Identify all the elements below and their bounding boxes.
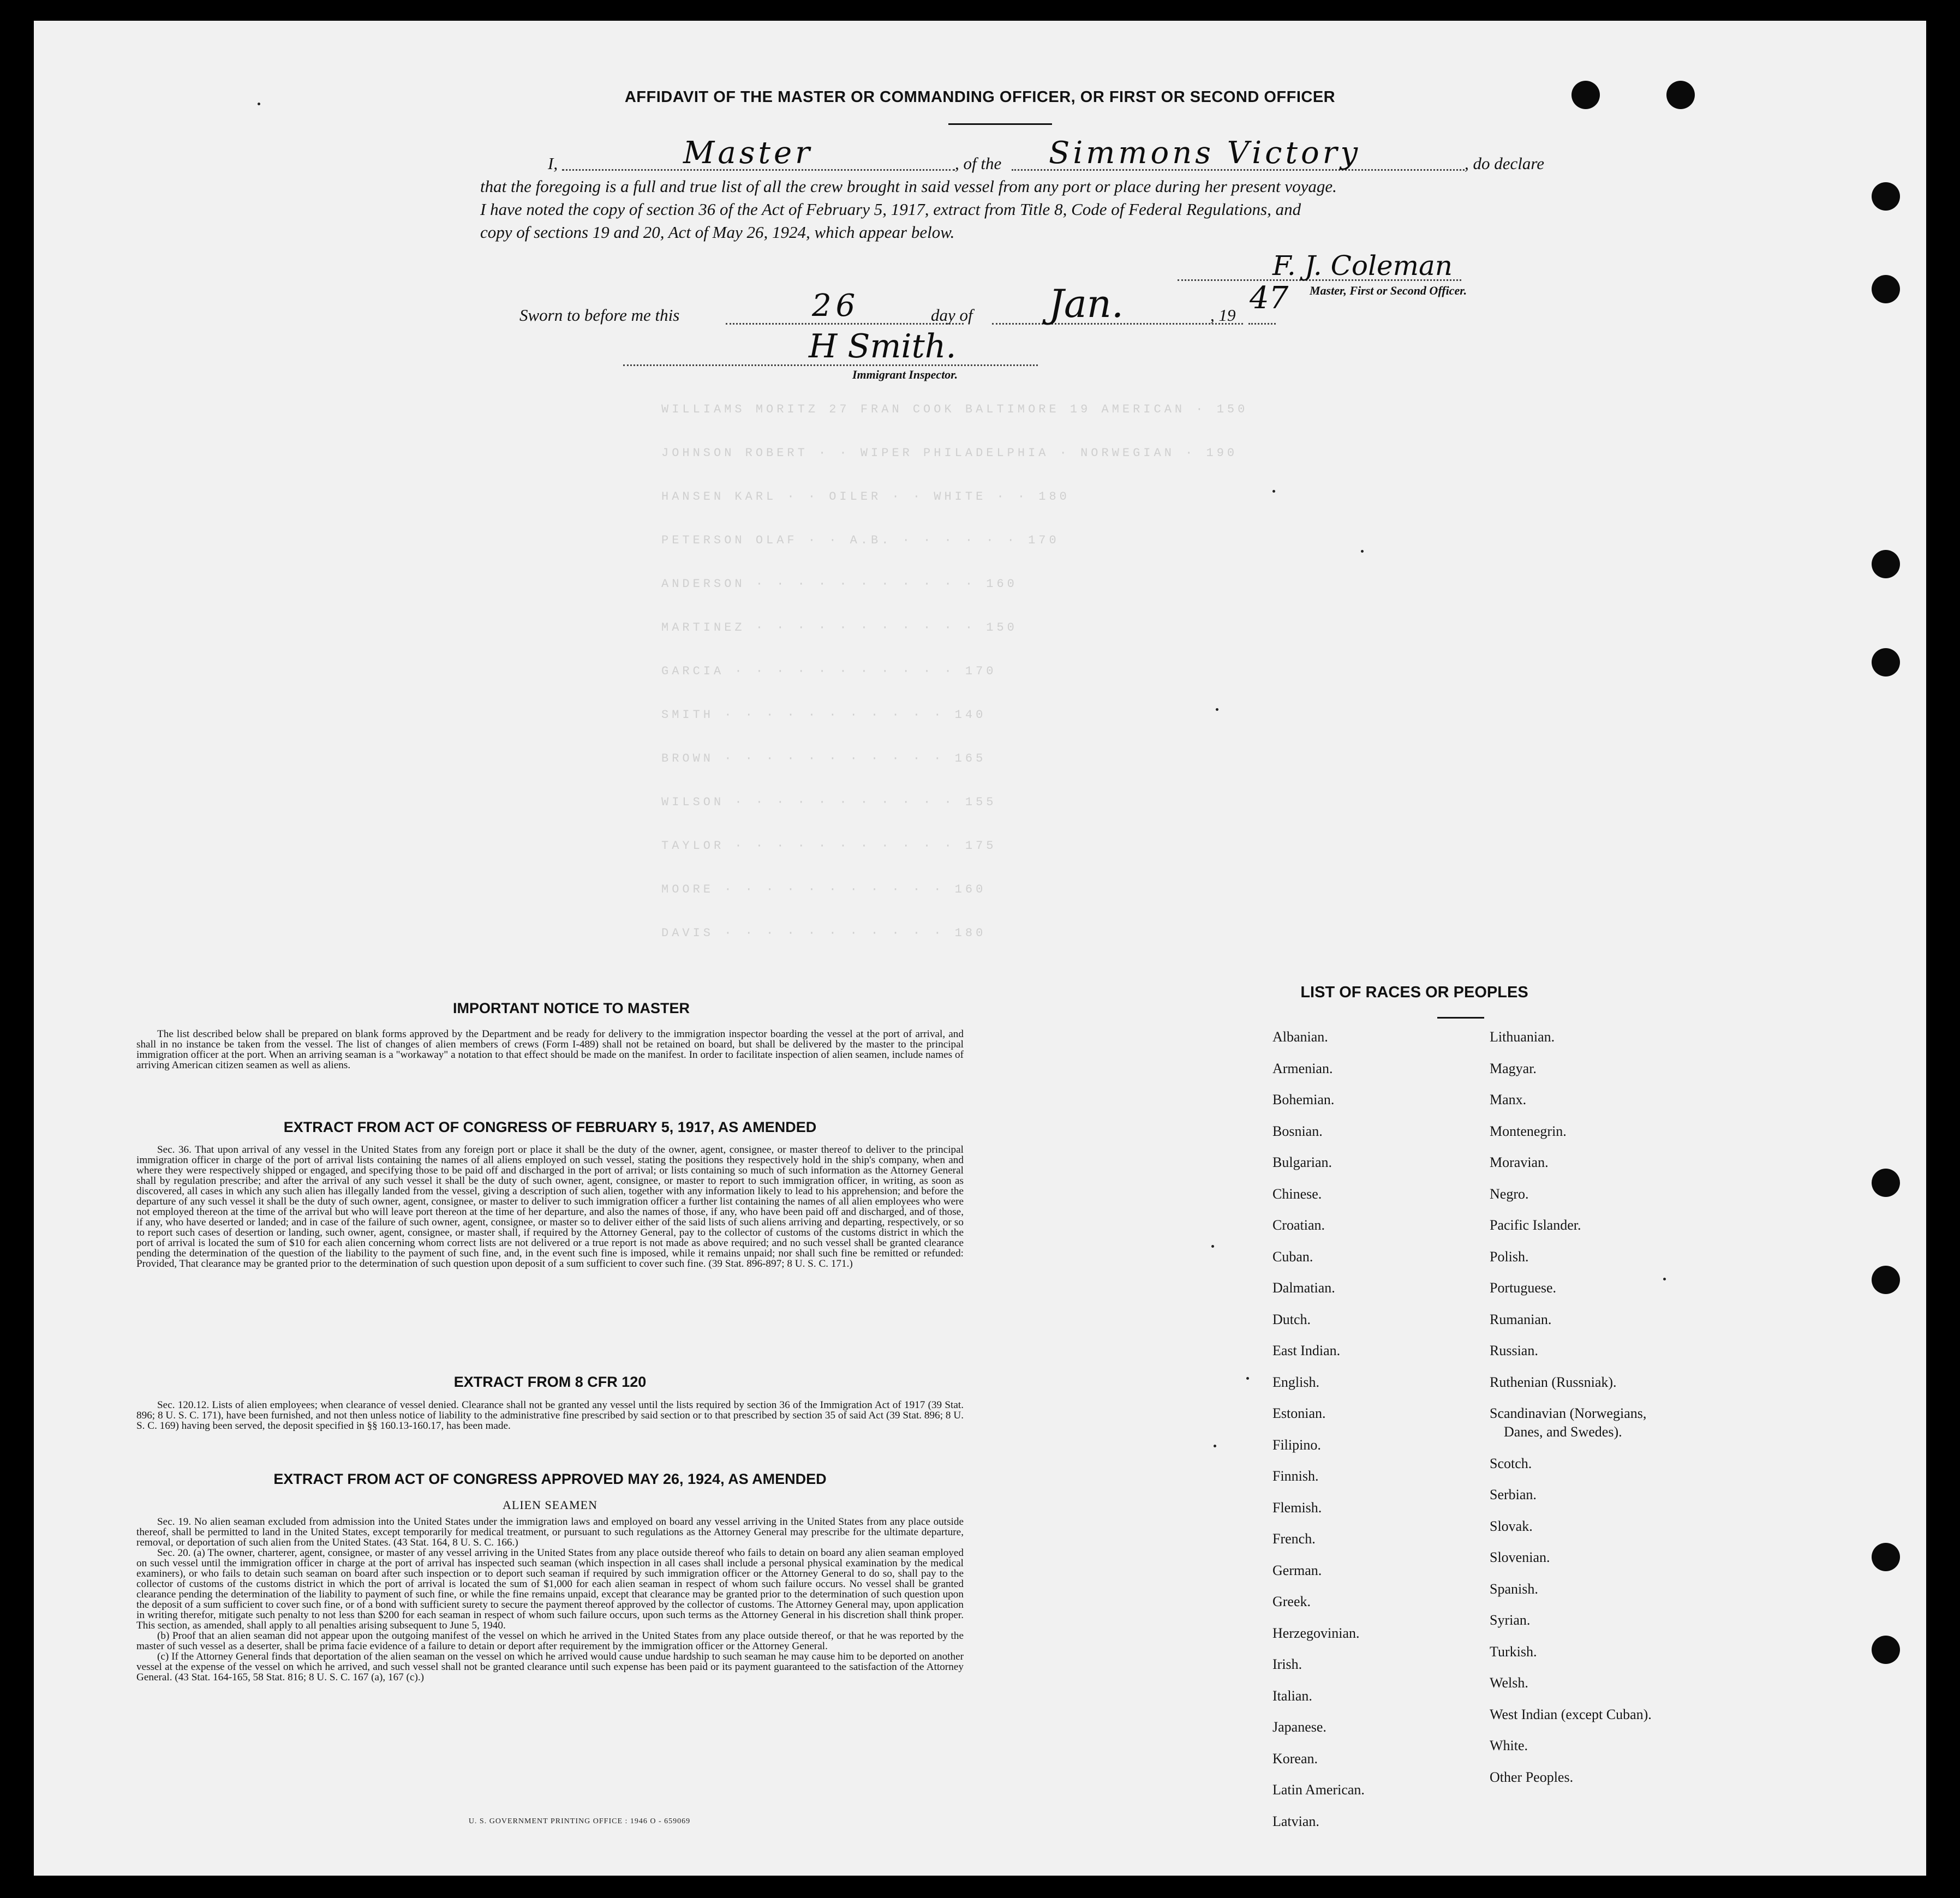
race-item: Ruthenian (Russniak). — [1490, 1374, 1617, 1390]
day-handwritten: 26 — [812, 288, 860, 324]
race-item: Latvian. — [1272, 1813, 1319, 1829]
race-item: Dutch. — [1272, 1311, 1311, 1327]
race-item: Italian. — [1272, 1687, 1312, 1704]
race-item: Slovak. — [1490, 1518, 1533, 1534]
race-item: Estonian. — [1272, 1405, 1326, 1421]
vessel-name-handwritten: Simmons Victory — [1049, 135, 1361, 171]
bleed-through-row: GARCIA · · · · · · · · · · · 170 — [661, 664, 997, 678]
notice-text-block — [136, 1029, 964, 1070]
day-of-label: day of — [931, 306, 973, 325]
race-item: Bulgarian. — [1272, 1154, 1332, 1170]
speck — [1246, 1377, 1249, 1380]
race-item: Manx. — [1490, 1092, 1527, 1107]
race-item: Bosnian. — [1272, 1123, 1323, 1139]
race-item: Dalmatian. — [1272, 1280, 1335, 1296]
extract-1924-sec20a: Sec. 20. (a) The owner, charterer, agent, consignee, or master of any vessel arriving in the United States from any place outside thereof who fails to detain on board any alien seaman employed on such vessel until the immigration officer in charge at the port of arrival has inspected such seaman (which inspection in all cases shall include a personal physical examination by the medical examiners), or who fails to detain such seaman on board after such inspection or to deport such seaman if required by such immigration officer or the Attorney General to do so, shall pay to the collector of customs of the customs district in which the port of arrival is located the sum of $1,000 for each alien seaman in respect of whom such failure occurs. No vessel shall be granted clearance pending the determination of the liability to payment of such fine, or while the fine remains unpaid, except that clearance may be granted prior to the determination of such question upon the deposit of a sum sufficient to cover such fine, or of a bond with sufficient surety to secure the payment thereof approved by the collector of customs. The Attorney General may, upon application in writing therefor, mitigate such penalty to not less than $200 for each seaman in respect of whom such failure occurs, upon such terms as the Attorney General in his discretion shall think proper. This section, as amended, shall apply to all penalties arising subsequent to June 5, 1940. — [136, 1547, 964, 1631]
race-item: Japanese. — [1272, 1719, 1326, 1735]
race-item: Negro. — [1490, 1185, 1529, 1202]
bleed-through-row: SMITH · · · · · · · · · · · 140 — [661, 708, 987, 722]
race-item: Greek. — [1272, 1594, 1311, 1609]
speck — [1216, 708, 1218, 711]
extract-8cfr-heading: EXTRACT FROM 8 CFR 120 — [453, 1374, 647, 1390]
race-item: Moravian. — [1490, 1154, 1549, 1170]
race-item: Danes, and Swedes). — [1504, 1424, 1622, 1440]
master-name-handwritten: Master — [683, 135, 813, 171]
race-item: Syrian. — [1490, 1612, 1531, 1628]
month-handwritten: Jan. — [1049, 282, 1124, 326]
race-item: German. — [1272, 1562, 1322, 1578]
races-right-column — [1490, 1029, 1784, 1869]
race-item: Latin American. — [1272, 1782, 1365, 1798]
race-item: Other Peoples. — [1490, 1769, 1574, 1785]
extract-1917-block — [136, 1145, 964, 1269]
extract-1924-sec19: Sec. 19. No alien seaman excluded from admission into the United States under the immigration laws and employed on board any vessel arriving in the United States from any place outside thereof, shall be permitted to land in the United States, except temporarily for medical treatment, or pursuant to such regulations as the Attorney General may prescribe for the ultimate departure, removal, or deportation of such alien from the United States. (43 Stat. 164, 8 U. S. C. 166.) — [136, 1516, 964, 1548]
extract-1917-text: Sec. 36. That upon arrival of any vessel in the United States from any foreign port or place it shall be the duty of the owner, agent, consignee, or master thereof to deliver to the principal immigration officer in charge of the port of arrival lists containing the names of all aliens employed on such vessel, stating the positions they respectively hold in the ship's company, when and where they were respectively shipped or engaged, and specifying those to be paid off and discharged in the port of arrival; or lists containing so much of such information as the Attorney General shall by regulation prescribe; and after the arrival of any such vessel it shall be the duty of such owner, agent, consignee, or master to report to such immigration officer, in writing, as soon as discovered, all cases in which any such alien has illegally landed from the vessel, giving a description of such alien, together with any information likely to lead to his apprehension; and before the departure of any such vessel it shall be the duty of such owner, agent, consignee, or master to deliver to such immigration officer a further list containing the names of all alien employees who were not employed thereon at the time of the arrival but who will leave port thereon at the time of her departure, and also the names of those, if any, who have been paid off and discharged, and of those, if any, who have deserted or landed; and in case of the failure of such owner, agent, consignee, or master so to deliver either of the said lists of such aliens arriving and departing, respectively, or so to report such cases of desertion or landing, such owner, agent, consignee, or master shall, if required by the Attorney General, pay to the collector of customs of the customs district in which the port of arrival is located the sum of $10 for each alien concerning whom correct lists are not delivered or a true report is not made as above required; and no such vessel shall be granted clearance pending the determination of the question of the liability to the payment of such fine, and, in the event such fine is imposed, while it remains unpaid; nor shall such fine be remitted or refunded: Provided, That clearance may be granted prior to the determination of such question upon deposit of a sum sufficient to cover such fine. (39 Stat. 896-897; 8 U. S. C. 171.) — [136, 1144, 964, 1270]
affidavit-line-3: I have noted the copy of section 36 of the Act of February 5, 1917, extract from Title 8, Code of Federal Regulations, and — [480, 200, 1301, 219]
speck — [1214, 1445, 1216, 1447]
race-item: West Indian (except Cuban). — [1490, 1706, 1652, 1722]
speck — [1361, 550, 1364, 553]
inspector-caption: Immigrant Inspector. — [852, 368, 958, 381]
extract-8cfr-block — [136, 1400, 964, 1431]
race-item: Bohemian. — [1272, 1092, 1335, 1107]
binder-hole — [1872, 1543, 1900, 1571]
notice-heading: IMPORTANT NOTICE TO MASTER — [453, 1000, 690, 1016]
race-item: Spanish. — [1490, 1580, 1538, 1597]
race-item: Rumanian. — [1490, 1311, 1552, 1327]
race-item: Welsh. — [1490, 1675, 1528, 1691]
binder-hole — [1872, 182, 1900, 211]
printer-imprint: U. S. GOVERNMENT PRINTING OFFICE : 1946 O - 659069 — [468, 1817, 691, 1825]
binder-hole — [1872, 550, 1900, 578]
alien-seamen-subheading: ALIEN SEAMEN — [503, 1498, 597, 1512]
year-line — [1248, 323, 1276, 325]
race-item: White. — [1490, 1738, 1528, 1753]
speck — [258, 103, 260, 105]
affidavit-line-4: copy of sections 19 and 20, Act of May 26, 1924, which appear below. — [480, 223, 955, 242]
extract-8cfr-text: Sec. 120.12. Lists of alien employees; when clearance of vessel denied. Clearance shall not be granted any vessel until the lists required by section 36 of the Immigration Act of 1917 (39 Stat. 896; 8 U. S. C. 171), have been furnished, and not then unless notice of liability to the administrative fine prescribed by said section or to that prescribed by section 35 of said Act (39 Stat. 896; 8 U. S. C. 169) having been served, the deposit specified in §§ 160.13-160.17, has been made. — [136, 1399, 964, 1432]
race-item: Turkish. — [1490, 1643, 1537, 1660]
race-item: Russian. — [1490, 1343, 1538, 1358]
year-prefix-label: , 19 — [1210, 306, 1236, 325]
race-item: Montenegrin. — [1490, 1123, 1567, 1139]
extract-1917-heading: EXTRACT FROM ACT OF CONGRESS OF FEBRUARY 5, 1917, AS AMENDED — [283, 1119, 817, 1135]
race-item: Slovenian. — [1490, 1549, 1550, 1565]
races-heading-underline — [1437, 1017, 1484, 1019]
affidavit-line-2: that the foregoing is a full and true list of all the crew brought in said vessel from any port or place during her present voyage. — [480, 177, 1337, 196]
bleed-through-row: BROWN · · · · · · · · · · · 165 — [661, 752, 987, 765]
binder-hole — [1872, 275, 1900, 303]
officer-caption: Master, First or Second Officer. — [1310, 284, 1467, 297]
do-declare-label: , do declare — [1465, 154, 1545, 173]
bleed-through-row: WILLIAMS MORITZ 27 FRAN COOK BALTIMORE 19 AMERICAN · 150 — [661, 403, 1248, 416]
race-item: Flemish. — [1272, 1499, 1322, 1516]
speck — [1272, 490, 1275, 493]
race-item: Albanian. — [1272, 1029, 1328, 1045]
bleed-through-row: PETERSON OLAF · · A.B. · · · · · · 170 — [661, 534, 1060, 547]
inspector-signature: H Smith. — [809, 327, 957, 366]
officer-signature: F. J. Coleman — [1272, 250, 1453, 282]
speck — [1211, 1245, 1214, 1248]
race-item: Magyar. — [1490, 1060, 1537, 1076]
speck — [1663, 1278, 1666, 1280]
binder-hole — [1872, 1266, 1900, 1294]
race-item: Polish. — [1490, 1248, 1529, 1265]
race-item: Korean. — [1272, 1750, 1318, 1767]
race-item: Cuban. — [1272, 1248, 1313, 1265]
bleed-through-row: MARTINEZ · · · · · · · · · · · 150 — [661, 621, 1018, 634]
bleed-through-row: MOORE · · · · · · · · · · · 160 — [661, 883, 987, 896]
race-item: French. — [1272, 1531, 1316, 1547]
race-item: Armenian. — [1272, 1060, 1333, 1076]
race-item: Scandinavian (Norwegians, — [1490, 1405, 1647, 1421]
extract-1924-heading: EXTRACT FROM ACT OF CONGRESS APPROVED MAY 26, 1924, AS AMENDED — [273, 1471, 827, 1487]
notice-text: The list described below shall be prepared on blank forms approved by the Department and be ready for delivery to the immigration inspector boarding the vessel at the port of arrival, and shall in no instance be taken from the vessel. The list of changes of alien members of crews (Form I-489) shall not be retained on board, but shall be delivered by the master to the principal immigration officer at the port. When an arriving seaman is a "workaway" a notation to that effect should be made on the manifest. In order to facilitate inspection of alien seamen, include names of arriving American citizen seamen as well as aliens. — [136, 1028, 964, 1071]
extract-1924-block — [136, 1517, 964, 1683]
race-item: Serbian. — [1490, 1487, 1537, 1502]
race-item: Croatian. — [1272, 1217, 1325, 1233]
race-item: Chinese. — [1272, 1185, 1322, 1202]
race-item: Pacific Islander. — [1490, 1217, 1581, 1233]
binder-hole — [1872, 1169, 1900, 1197]
affidavit-i-label: I, — [548, 154, 558, 173]
bleed-through-row: JOHNSON ROBERT · · WIPER PHILADELPHIA · NORWEGIAN · 190 — [661, 446, 1238, 460]
sworn-label: Sworn to before me this — [519, 306, 680, 325]
race-item: Finnish. — [1272, 1468, 1319, 1484]
race-item: Scotch. — [1490, 1455, 1532, 1471]
bleed-through-row: DAVIS · · · · · · · · · · · 180 — [661, 926, 987, 940]
bleed-through-row: WILSON · · · · · · · · · · · 155 — [661, 795, 997, 809]
race-item: Herzegovinian. — [1272, 1625, 1360, 1641]
race-item: Lithuanian. — [1490, 1029, 1555, 1045]
bleed-through-row: ANDERSON · · · · · · · · · · · 160 — [661, 577, 1018, 591]
race-item: East Indian. — [1272, 1343, 1341, 1358]
title-underline — [948, 123, 1052, 125]
affidavit-title: AFFIDAVIT OF THE MASTER OR COMMANDING OFFICER, OR FIRST OR SECOND OFFICER — [624, 88, 1336, 106]
race-item: Irish. — [1272, 1656, 1302, 1672]
races-left-column — [1272, 1029, 1469, 1869]
of-the-label: , of the — [955, 154, 1002, 173]
extract-1924-sec20c: (c) If the Attorney General finds that deportation of the alien seaman on the vessel on which he arrived would cause undue hardship to such seaman he may cause him to be deported on another vessel at the expense of the vessel on which he arrived, and such vessel shall not be granted clearance until such expense has been paid or its payment guaranteed to the satisfaction of the Attorney General. (43 Stat. 164-165, 58 Stat. 816; 8 U. S. C. 167 (a), 167 (c).) — [136, 1651, 964, 1683]
document-sheet — [34, 21, 1926, 1876]
race-item: Portuguese. — [1490, 1280, 1557, 1296]
year-handwritten: 47 — [1250, 280, 1289, 316]
extract-1924-sec20b: (b) Proof that an alien seaman did not appear upon the outgoing manifest of the vessel on which he arrived in the United States from any place outside thereof, or that he was reported by the master of such vessel as a deserter, shall be prima facie evidence of a failure to detain or deport after requirement by the immigration officer or the Attorney General. — [136, 1630, 964, 1652]
bleed-through-row: TAYLOR · · · · · · · · · · · 175 — [661, 839, 997, 853]
race-item: Filipino. — [1272, 1436, 1321, 1453]
binder-hole — [1872, 1636, 1900, 1664]
bleed-through-row: HANSEN KARL · · OILER · · WHITE · · 180 — [661, 490, 1070, 504]
race-item: English. — [1272, 1374, 1319, 1390]
races-heading: LIST OF RACES OR PEOPLES — [1300, 984, 1528, 1001]
binder-hole — [1872, 648, 1900, 676]
